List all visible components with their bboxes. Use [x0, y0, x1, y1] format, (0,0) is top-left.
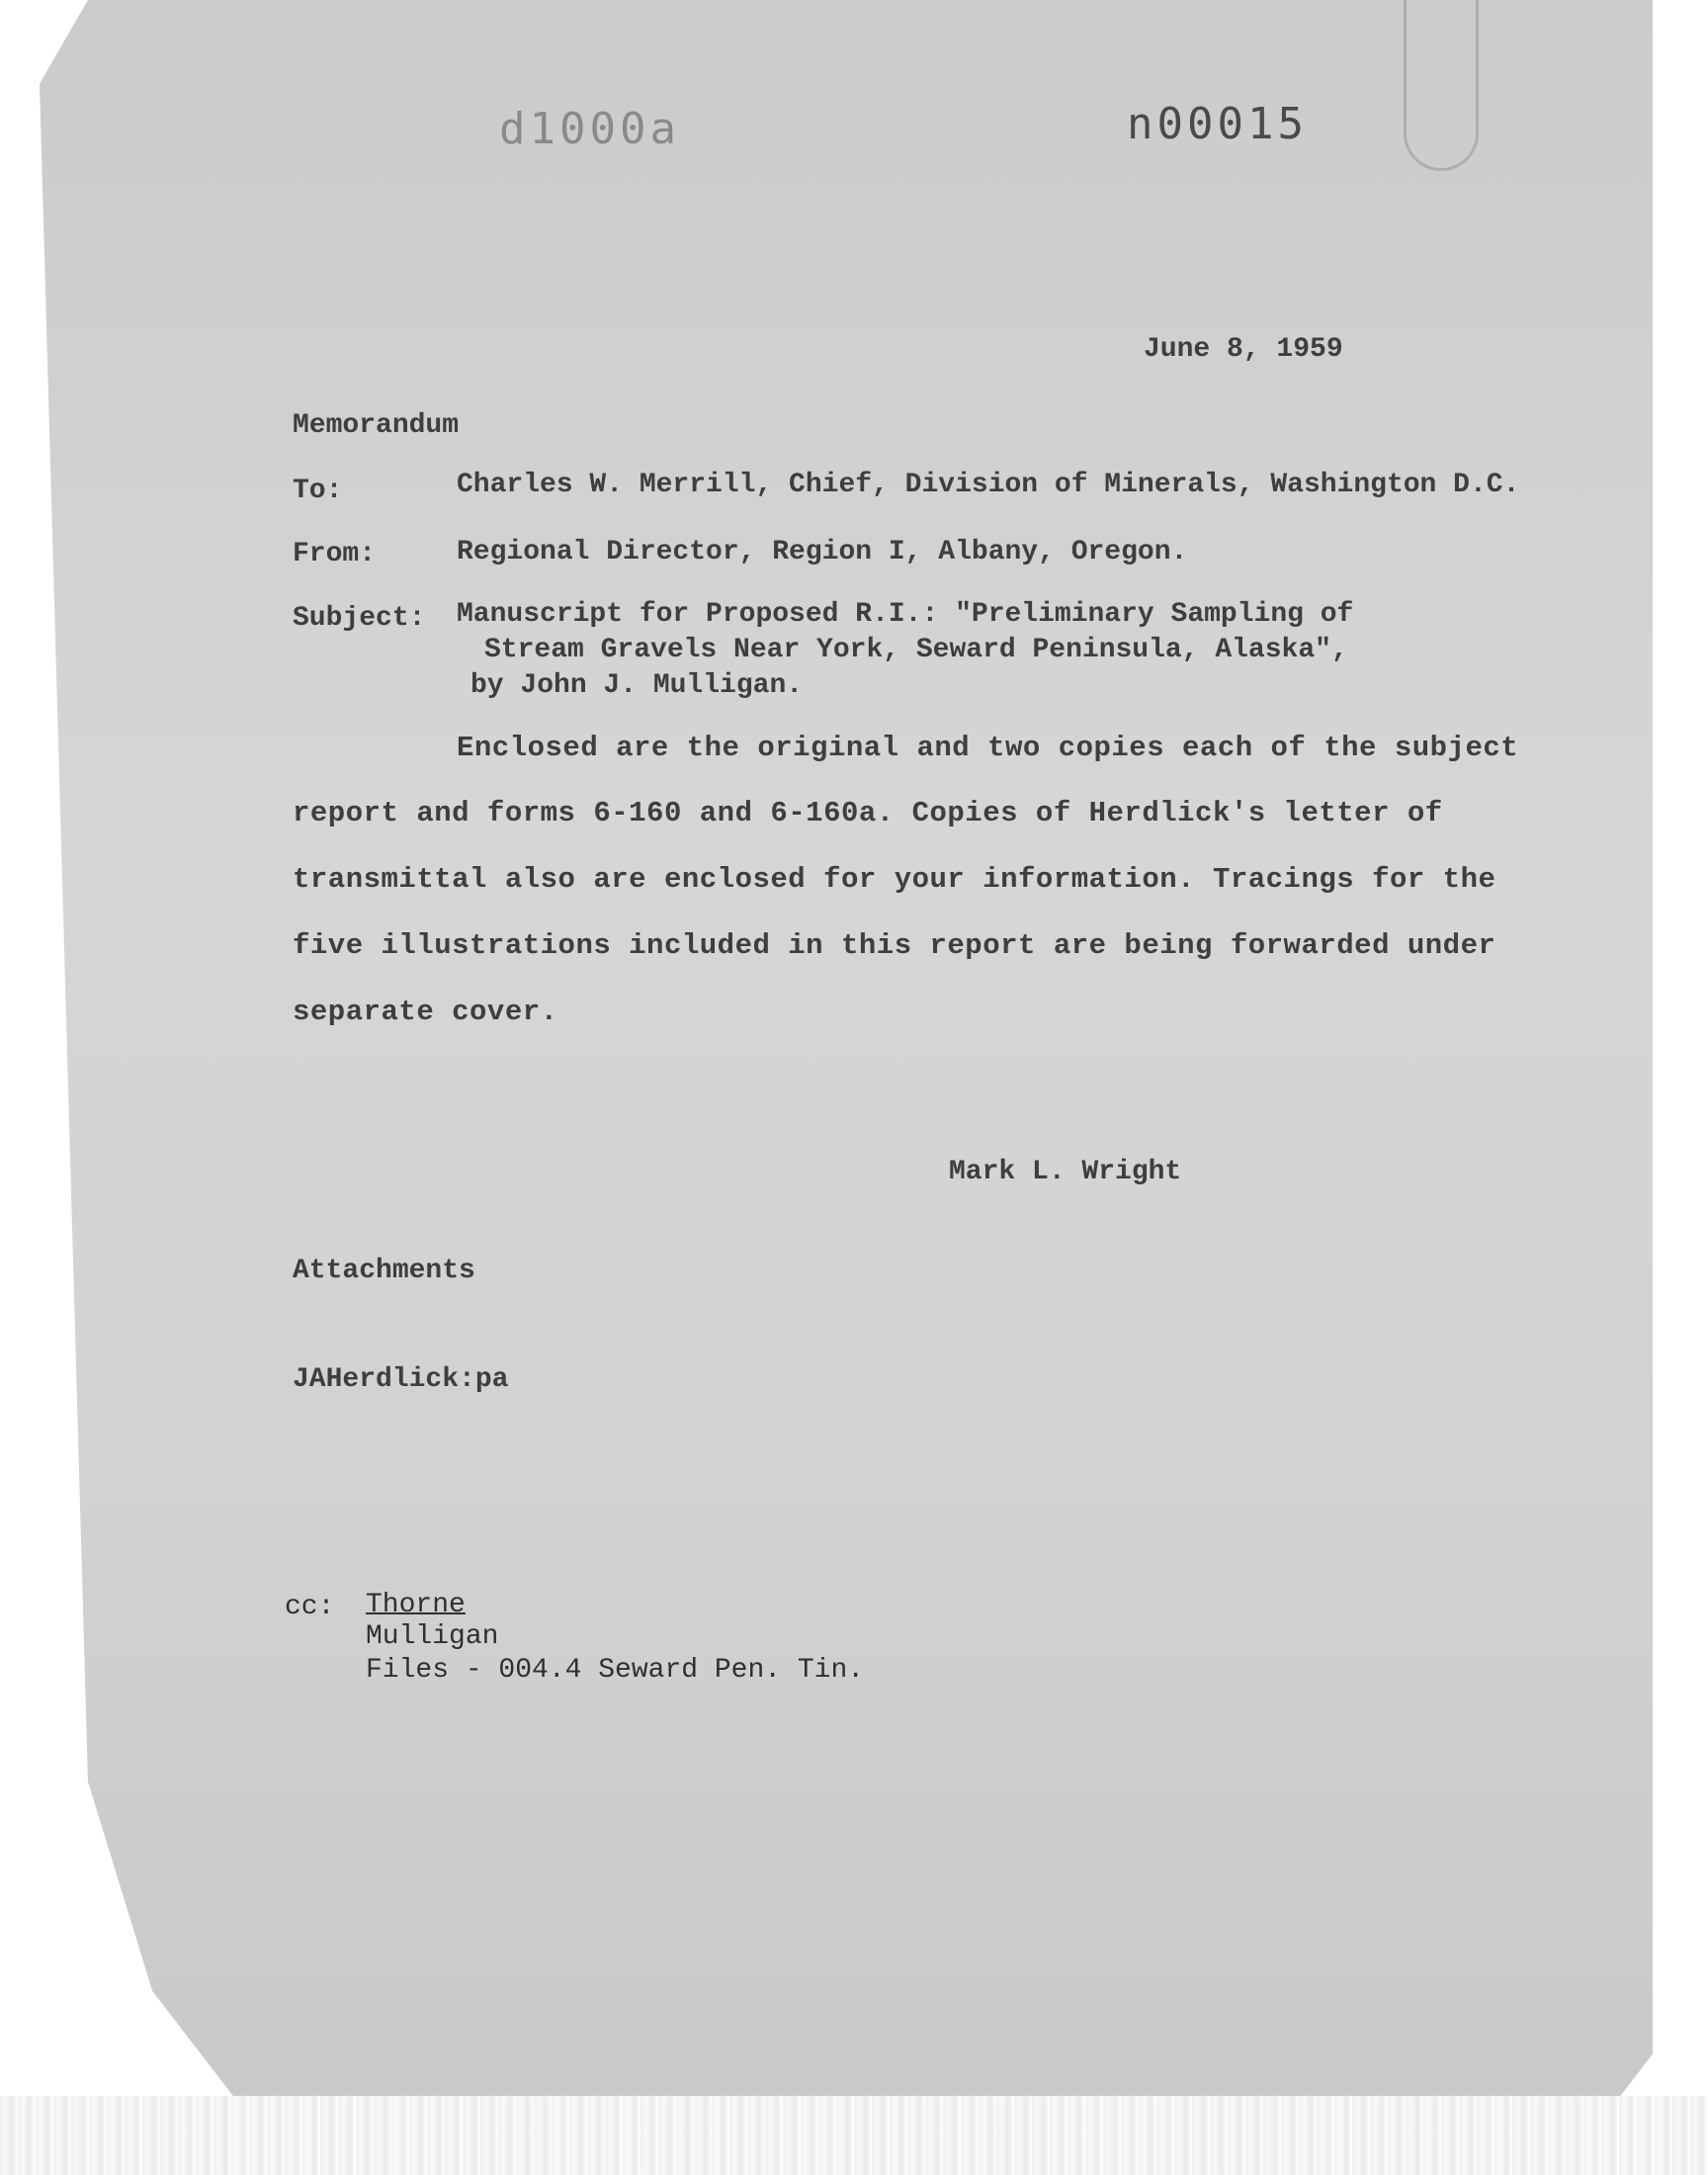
cc-files: Files - 004.4 Seward Pen. Tin. — [366, 1655, 865, 1686]
subject-line-2: Stream Gravels Near York, Seward Peninsula, Alaska", — [484, 635, 1348, 665]
body-line-1: Enclosed are the original and two copies each of the subject — [457, 732, 1519, 764]
body-line-2: report and forms 6-160 and 6-160a. Copies of Herdlick's letter of — [293, 797, 1443, 829]
document-page — [40, 0, 1653, 2096]
signature: Mark L. Wright — [949, 1157, 1182, 1187]
to-label: To: — [293, 476, 343, 506]
body-line-4: five illustrations included in this report are being forwarded under — [293, 929, 1496, 962]
attachments: Attachments — [293, 1256, 475, 1286]
body-line-5: separate cover. — [293, 996, 558, 1028]
cc-mulligan: Mulligan — [366, 1621, 499, 1652]
cc-thorne: Thorne — [366, 1590, 466, 1620]
cc-label: cc: — [285, 1592, 335, 1622]
body-line-3: transmittal also are enclosed for your information. Tracings for the — [293, 863, 1496, 896]
stamp-number-right: n00015 — [1127, 99, 1308, 149]
to-value: Charles W. Merrill, Chief, Division of Minerals, Washington D.C. — [457, 470, 1520, 500]
from-value: Regional Director, Region I, Albany, Oregon. — [457, 537, 1188, 567]
subject-line-1: Manuscript for Proposed R.I.: "Preliminary Sampling of — [457, 599, 1354, 630]
from-label: From: — [293, 539, 377, 569]
scan-edge-band — [0, 2096, 1708, 2175]
subject-line-3: by John J. Mulligan. — [470, 670, 804, 701]
paper-clip-mark — [1404, 0, 1479, 171]
memo-date: June 8, 1959 — [1144, 334, 1343, 365]
memo-heading: Memorandum — [293, 410, 460, 441]
stamp-number-left: d1000a — [499, 104, 680, 154]
initials: JAHerdlick:pa — [293, 1364, 509, 1395]
subject-label: Subject: — [293, 603, 426, 634]
